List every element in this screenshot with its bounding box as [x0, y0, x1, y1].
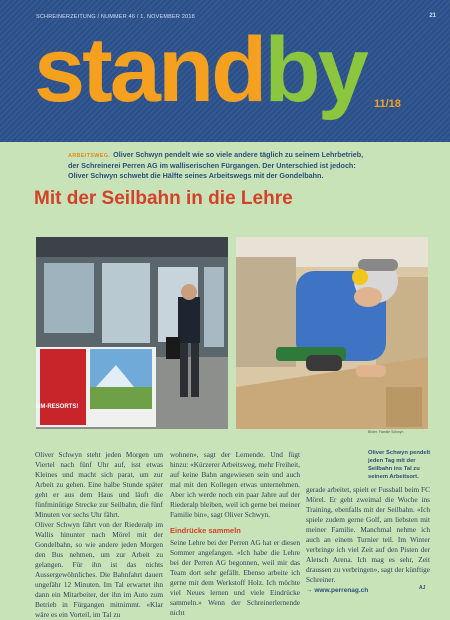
masthead-topline: SCHREINERZEITUNG / NUMMER 46 / 1. NOVEMBER 2018: [36, 14, 195, 20]
web-link-line: [306, 585, 430, 596]
photo-credit: Bilder: Familie Schwyn: [368, 430, 404, 434]
col2-paragraph-1: wohnen», sagt der Lernende. Und fügt hinzu: «Kürzerer Arbeitsweg, mehr Freiheit, auf keine Bahn angewiesen sein und auch mal mit den Kollegen etwas unternehmen. Aber ich werde noch ein paar Jahre auf der Riederalp bleiben, weil ich gerne bei meiner Familie bin», sagt Oliver Schwyn.: [170, 450, 300, 519]
article-kicker: ARBEITSWEG.: [68, 153, 111, 159]
page-number: 21: [429, 13, 436, 19]
col1-paragraph-1: Oliver Schwyn steht jeden Morgen um Viertel nach fünf Uhr auf, isst etwas Kleines und macht sich parat, um zur Arbeit zu gehen. Eine halbe Stunde später geht er aus dem Haus und läuft die fünfminütige Strecke zur Seilbahn, die fünf Minuten vor sechs Uhr fährt.: [35, 450, 163, 519]
article-lead: [68, 150, 368, 181]
column-2: [170, 450, 300, 618]
workshop-photo: [236, 237, 428, 429]
column-3: [306, 485, 430, 596]
article-title: Mit der Seilbahn in die Lehre: [34, 188, 293, 209]
issue-number: 11/18: [374, 98, 401, 110]
gondola-photo: [36, 237, 228, 429]
col2-paragraph-2: Seine Lehre bei der Perren AG hat er diesen Sommer angefangen. «Ich habe die Lehre bei der Perren AG begonnen, weil mir das Team dort sehr gefällt. Ebenso arbeite ich gerne mit dem Werkstoff Holz. Ich möchte viel Neues lernen und viele Eindrücke sammeln.» Wenn der Schreinerlernende nicht: [170, 538, 300, 617]
logo-stand: stand: [34, 19, 265, 121]
company-link[interactable]: www.perrenag.ch: [314, 587, 369, 594]
subheading: Eindrücke sammeln: [170, 526, 241, 535]
masthead: [0, 0, 450, 142]
col3-paragraph-1: gerade arbeitet, spielt er Fussball beim FC Mörel. Er geht zweimal die Woche ins Training, ebenfalls mit der Seilbahn. «Ich spiele zudem gerne Golf, am liebsten mit meiner Familie. Manchmal nehme ich auch an einem Turnier teil. Im Winter verbringe ich viel Zeit auf den Pisten der Aletsch Arena. Ich mag es sehr, Zeit draussen zu verbringen», sagt der künftige Schreiner.: [306, 485, 431, 584]
poster-text: UM-RESORTS!: [36, 404, 79, 410]
link-arrow-icon: →: [306, 587, 313, 594]
author-initials: AJ: [419, 585, 426, 591]
photo-caption: Oliver Schwyn pendelt jeden Tag mit der Seilbahn ins Tal zu seinem Arbeitsort.: [368, 450, 431, 480]
column-1: [35, 450, 163, 620]
standby-logo: [34, 20, 366, 120]
gondola-illustration: [36, 237, 228, 429]
col1-paragraph-2: Oliver Schwyn fährt von der Riederalp im Wallis hinunter nach Mörel mit der Gondelbahn, so wie andere jeden Morgen den Bus nehmen, um zur Arbeit zu gelangen. Für ihn ist das nichts Aussergewöhnliches. Die Bahnfahrt dauert ungefähr 12 Minuten. Im Tal erwartet ihn dann ein Mitarbeiter, der ihn im Auto zum Betrieb in Fürgangen mitnimmt. «Klar wäre es ein Vorteil, im Tal zu: [35, 520, 163, 619]
logo-by: by: [264, 19, 366, 121]
workshop-illustration: [236, 237, 428, 429]
lead-text: Oliver Schwyn pendelt wie so viele andere täglich zu seinem Lehrbetrieb, der Schreinerei Perren AG im walliserischen Fürgangen. Der Unterschied ist jedoch: Oliver Schwyn schwebt die Hälfte seines Arbeitswegs mit der Gondelbahn.: [68, 150, 364, 180]
